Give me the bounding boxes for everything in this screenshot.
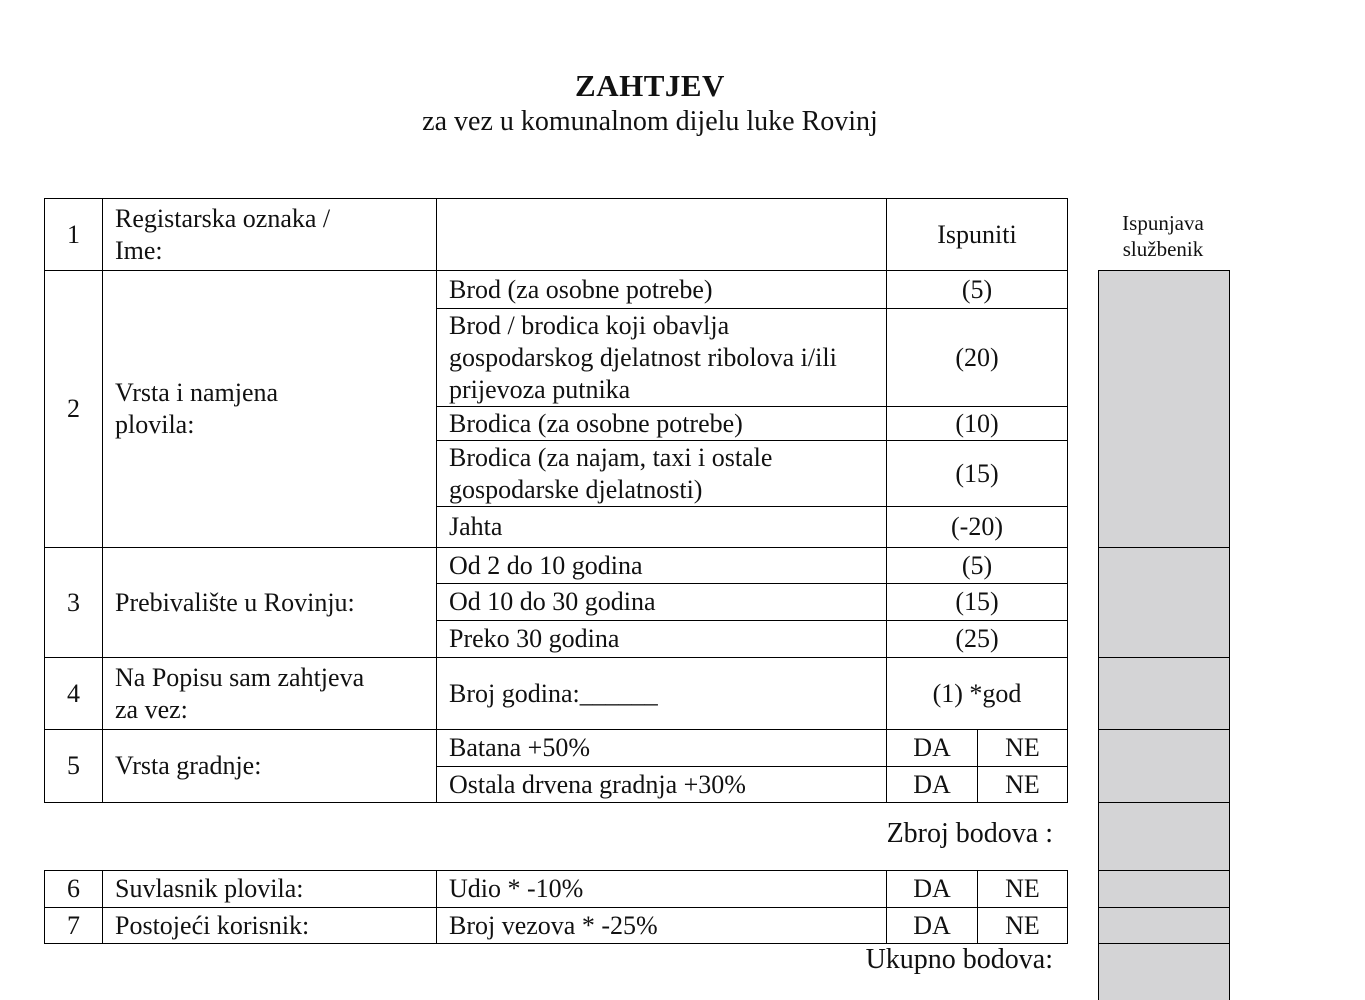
row-5-number: 5 xyxy=(44,729,103,803)
row-6-number: 6 xyxy=(44,870,103,908)
vessel-option-2-line1: Brod / brodica koji obavlja xyxy=(449,310,730,340)
row-7-label: Postojeći korisnik: xyxy=(102,907,437,944)
residence-option-2: Od 10 do 30 godina xyxy=(436,583,887,621)
registration-input[interactable] xyxy=(436,198,887,271)
row-2-label xyxy=(102,270,437,548)
vessel-option-2-line3: prijevoza putnika xyxy=(449,374,631,404)
vessel-option-5: Jahta xyxy=(436,506,887,548)
official-box-row-2[interactable] xyxy=(1098,270,1230,548)
coowner-share: Udio * -10% xyxy=(436,870,887,908)
existing-user-berths: Broj vezova * -25% xyxy=(436,907,887,944)
official-box-row-5[interactable] xyxy=(1098,729,1230,803)
official-header-line1: Ispunjava xyxy=(1122,211,1204,235)
form-subtitle: za vez u komunalnom dijelu luke Rovinj xyxy=(422,106,878,137)
official-box-row-3[interactable] xyxy=(1098,547,1230,658)
row-2-number: 2 xyxy=(44,270,103,548)
existing-user-no[interactable]: NE xyxy=(977,907,1068,944)
row-4-label-line1: Na Popisu sam zahtjeva xyxy=(115,662,365,692)
row-3-number: 3 xyxy=(44,547,103,658)
row-5-label: Vrsta gradnje: xyxy=(102,729,437,803)
row-7-number: 7 xyxy=(44,907,103,944)
row-4-label xyxy=(102,657,437,730)
vessel-option-3: Brodica (za osobne potrebe) xyxy=(436,406,887,441)
subtotal-label: Zbroj bodova : xyxy=(886,818,1053,849)
vessel-option-4-line1: Brodica (za najam, taxi i ostale xyxy=(449,442,773,472)
row-1-label-line2: Ime: xyxy=(115,235,163,265)
build-option-2: Ostala drvena gradnja +30% xyxy=(436,766,887,803)
form-title: ZAHTJEV xyxy=(575,68,725,103)
vessel-option-1-points[interactable]: (5) xyxy=(886,270,1068,309)
official-header-line2: službenik xyxy=(1122,237,1204,261)
row-1-number: 1 xyxy=(44,198,103,271)
row-4-number: 4 xyxy=(44,657,103,730)
years-on-list-points: (1) *god xyxy=(886,657,1068,730)
row-2-label-line2: plovila: xyxy=(115,410,195,439)
coowner-yes[interactable]: DA xyxy=(886,870,978,908)
build-option-1: Batana +50% xyxy=(436,729,887,767)
build-option-1-no[interactable]: NE xyxy=(977,729,1068,767)
row-2-label-line1: Vrsta i namjena xyxy=(115,378,279,407)
official-box-row-4[interactable] xyxy=(1098,657,1230,730)
residence-option-2-points[interactable]: (15) xyxy=(886,583,1068,621)
vessel-option-4-line2: gospodarske djelatnosti) xyxy=(449,474,703,504)
years-on-list-field[interactable]: Broj godina:______ xyxy=(436,657,887,730)
coowner-no[interactable]: NE xyxy=(977,870,1068,908)
vessel-option-5-points[interactable]: (-20) xyxy=(886,506,1068,548)
vessel-option-2-line2: gospodarskog djelatnost ribolova i/ili xyxy=(449,342,837,372)
official-box-subtotal[interactable] xyxy=(1098,802,1230,871)
row-4-label-line2: za vez: xyxy=(115,694,188,724)
build-option-1-yes[interactable]: DA xyxy=(886,729,978,767)
row-6-label: Suvlasnik plovila: xyxy=(102,870,437,908)
row-1-label-line1: Registarska oznaka / xyxy=(115,203,331,233)
residence-option-1: Od 2 do 10 godina xyxy=(436,547,887,584)
fill-column-header: Ispuniti xyxy=(886,198,1068,271)
build-option-2-no[interactable]: NE xyxy=(977,766,1068,803)
build-option-2-yes[interactable]: DA xyxy=(886,766,978,803)
vessel-option-2 xyxy=(436,308,887,407)
existing-user-yes[interactable]: DA xyxy=(886,907,978,944)
residence-option-3-points[interactable]: (25) xyxy=(886,620,1068,658)
vessel-option-3-points[interactable]: (10) xyxy=(886,406,1068,441)
total-label: Ukupno bodova: xyxy=(865,944,1053,975)
residence-option-1-points[interactable]: (5) xyxy=(886,547,1068,584)
row-3-label: Prebivalište u Rovinju: xyxy=(102,547,437,658)
official-box-row-6[interactable] xyxy=(1098,870,1230,908)
vessel-option-2-points[interactable]: (20) xyxy=(886,308,1068,407)
vessel-option-1: Brod (za osobne potrebe) xyxy=(436,270,887,309)
official-column-header xyxy=(1098,210,1228,262)
vessel-option-4 xyxy=(436,440,887,507)
official-box-row-7[interactable] xyxy=(1098,907,1230,944)
residence-option-3: Preko 30 godina xyxy=(436,620,887,658)
official-box-total[interactable] xyxy=(1098,943,1230,1000)
vessel-option-4-points[interactable]: (15) xyxy=(886,440,1068,507)
row-1-label xyxy=(102,198,437,271)
